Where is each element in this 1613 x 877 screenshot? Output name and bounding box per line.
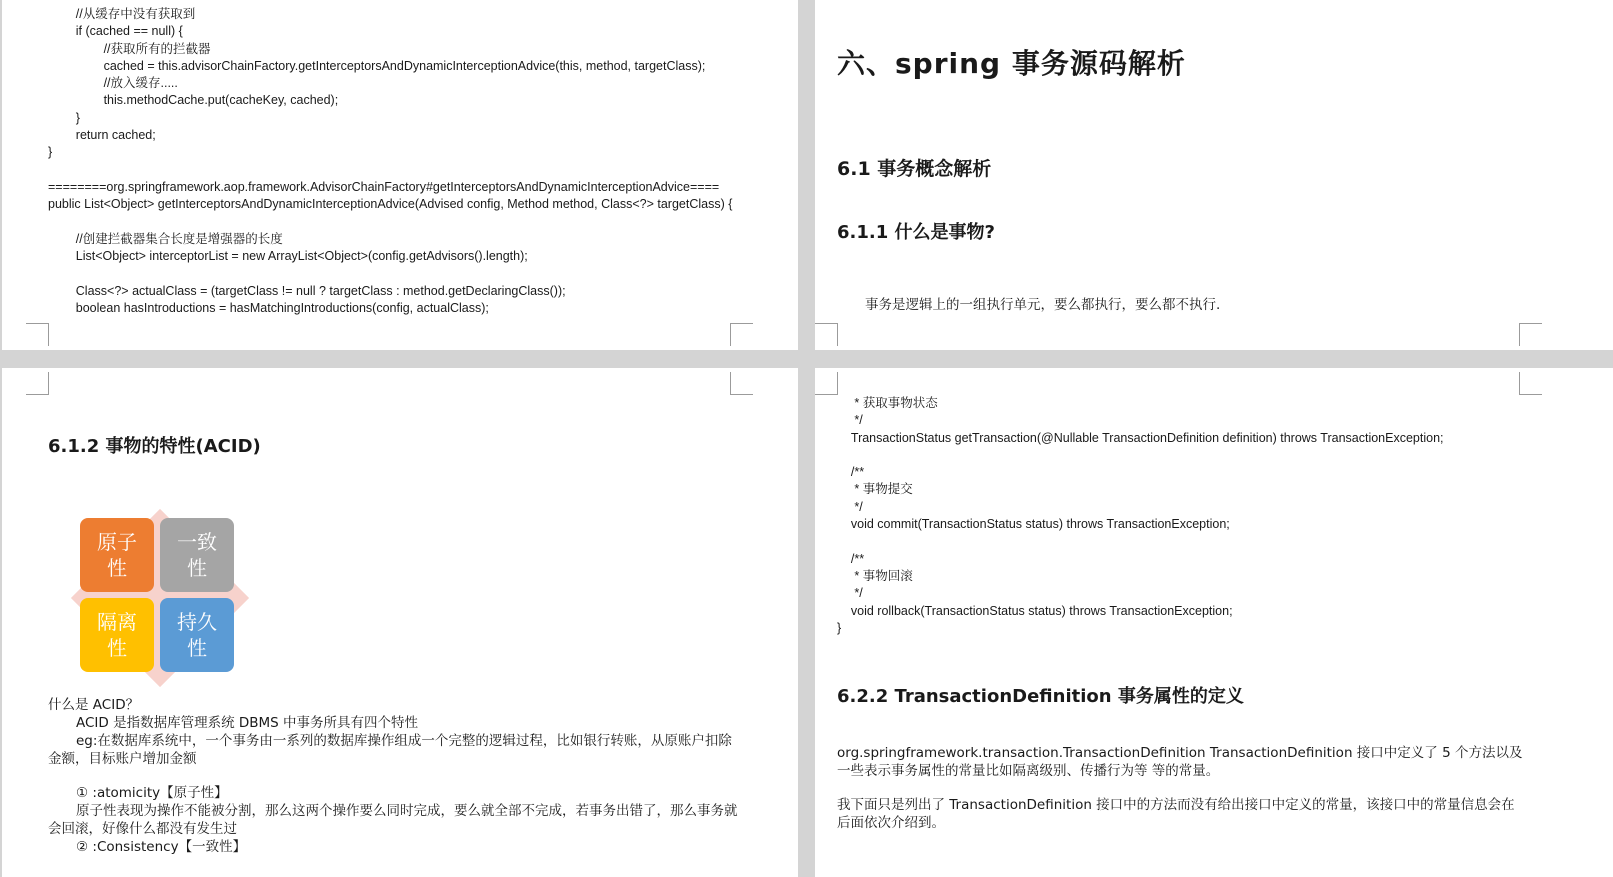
page-corner-mark: [26, 372, 49, 395]
acid-diagram: [60, 498, 260, 698]
code-block-transaction-manager: * 获取事物状态 */ TransactionStatus getTransaction(@Nullable TransactionDefinition definition) throws TransactionException; /** * 事物提交 */ void commit(TransactionStatus status) throws TransactionException; /** * 事物回滚 */ void rollback(TransactionStatus status) throws TransactionException; }: [837, 396, 1444, 635]
atomicity-label: ① :atomicity【原子性】: [76, 785, 228, 801]
acid-definition: ACID 是指数据库管理系统 DBMS 中事务所具有四个特性: [76, 715, 419, 731]
page-corner-mark: [815, 323, 838, 346]
acid-consistency-tile: 一致 性: [160, 518, 234, 592]
acid-atomicity-tile: 原子 性: [80, 518, 154, 592]
acid-isolation-tile: 隔离 性: [80, 598, 154, 672]
page-corner-mark: [1519, 372, 1542, 395]
code-block-interceptor-cache: //从缓存中没有获取到 if (cached == null) { //获取所有的拦截器 cached = this.advisorChainFactory.getInterceptorsAndDynamicInterceptionAdvice(this, method, targetClass); //放入缓存..... this.methodCache.put(cacheKey, cached); } return cached; } ========org.springframework.aop.framework.AdvisorChainFactory#getInterceptorsAndDynamicInterceptionAdvice==== public List<Object> getInterceptorsAndDynamicInterceptionAdvice(Advised config, Method method, Class<?> targetClass) { //创建拦截器集合长度是增强器的长度 List<Object> interceptorList = new ArrayList<Object>(config.getAdvisors().length); Class<?> actualClass = (targetClass != null ? targetClass : method.getDeclaringClass()); boolean hasIntroductions = hasMatchingIntroductions(config, actualClass);: [48, 7, 733, 316]
section-heading-6-1: 6.1 事务概念解析: [837, 158, 992, 180]
paragraph-transaction-definition: 事务是逻辑上的一组执行单元，要么都执行，要么都不执行.: [865, 297, 1221, 313]
subsection-heading-6-1-1: 6.1.1 什么是事物?: [837, 222, 995, 243]
document-page-2: [815, 0, 1613, 350]
blank-line: [48, 768, 738, 784]
page-corner-mark: [815, 372, 838, 395]
subsection-heading-6-1-2: 6.1.2 事物的特性(ACID): [48, 436, 261, 457]
acid-text-block: [48, 696, 738, 856]
document-page-4: [815, 368, 1613, 877]
page-corner-mark: [730, 323, 753, 346]
atomicity-description: 原子性表现为操作不能被分割，那么这两个操作要么同时完成，要么就全部不完成，若事务出错了，那么事务就会回滚，好像什么都没有发生过: [48, 803, 738, 837]
page-corner-mark: [1519, 323, 1542, 346]
transactiondefinition-paragraph-2: 我下面只是列出了 TransactionDefinition 接口中的方法而没有给出接口中定义的常量，该接口中的常量信息会在后面依次介绍到。: [837, 797, 1515, 831]
chapter-heading: 六、spring 事务源码解析: [837, 47, 1186, 80]
section-heading-6-2-2: 6.2.2 TransactionDefinition 事务属性的定义: [837, 686, 1244, 707]
acid-durability-tile: 持久 性: [160, 598, 234, 672]
document-page-1: [2, 0, 798, 350]
acid-question: 什么是 ACID？: [48, 697, 140, 713]
consistency-label: ② :Consistency【一致性】: [76, 839, 247, 855]
page-corner-mark: [26, 323, 49, 346]
document-page-3: [2, 368, 798, 877]
transactiondefinition-paragraph-1: org.springframework.transaction.TransactionDefinition TransactionDefinition 接口中定义了 5 个方法以及一些表示事务属性的常量比如隔离级别、传播行为等 等的常量。: [837, 745, 1523, 779]
acid-example: eg:在数据库系统中，一个事务由一系列的数据库操作组成一个完整的逻辑过程，比如银行转账，从原账户扣除金额，目标账户增加金额: [48, 733, 732, 767]
page-corner-mark: [730, 372, 753, 395]
